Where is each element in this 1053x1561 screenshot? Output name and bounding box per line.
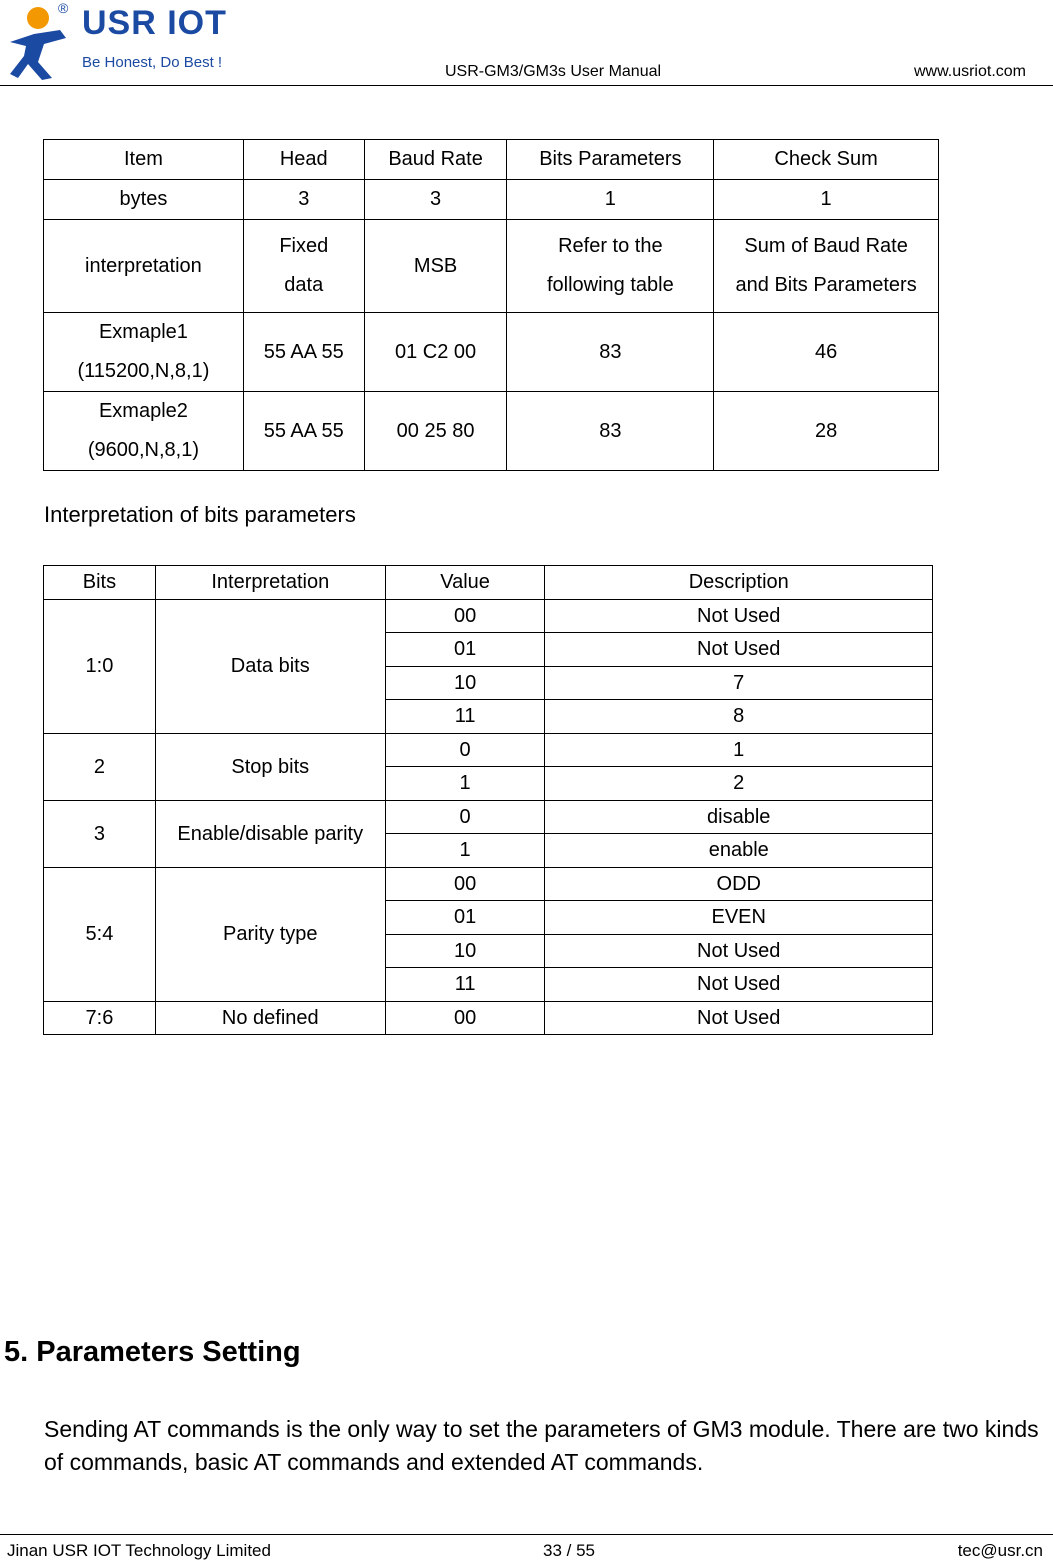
header-divider — [0, 85, 1053, 86]
cell-line: Refer to the — [558, 235, 663, 257]
table-cell: 00 25 80 — [364, 392, 507, 471]
bits-cell: 7:6 — [44, 1001, 156, 1035]
description-cell: Not Used — [545, 934, 933, 968]
header-cell: Baud Rate — [364, 140, 507, 180]
value-cell: 0 — [385, 733, 545, 767]
table-header-row — [44, 140, 939, 180]
table-cell: 3 — [364, 180, 507, 220]
page-number: 33 / 55 — [543, 1541, 595, 1560]
table-cell — [44, 313, 244, 392]
interp-cell: Enable/disable parity — [155, 800, 385, 867]
cell-line: and Bits Parameters — [735, 274, 917, 296]
header-cell: Bits — [44, 566, 156, 600]
header-cell: Interpretation — [155, 566, 385, 600]
value-cell: 10 — [385, 666, 545, 700]
description-cell: 2 — [545, 767, 933, 801]
bits-cell: 2 — [44, 733, 156, 800]
value-cell: 10 — [385, 934, 545, 968]
section-heading: 5. Parameters Setting — [4, 1336, 301, 1368]
table-cell: 01 C2 00 — [364, 313, 507, 392]
description-cell: disable — [545, 800, 933, 834]
table-cell — [507, 220, 714, 313]
table-header-row — [44, 566, 933, 600]
table-cell — [243, 220, 364, 313]
bits-cell: 1:0 — [44, 599, 156, 733]
description-cell: enable — [545, 834, 933, 868]
value-cell: 00 — [385, 867, 545, 901]
logo-wordmark: USR IOT — [82, 4, 227, 42]
table-cell: 55 AA 55 — [243, 392, 364, 471]
description-cell: ODD — [545, 867, 933, 901]
table-row — [44, 867, 933, 901]
table-cell: bytes — [44, 180, 244, 220]
cell-line: data — [284, 274, 324, 296]
header-cell: Value — [385, 566, 545, 600]
interp-cell: Parity type — [155, 867, 385, 1001]
frame-format-table — [43, 139, 939, 471]
cell-line: Sum of Baud Rate — [744, 235, 908, 257]
table-cell: 1 — [714, 180, 939, 220]
table-cell — [714, 220, 939, 313]
value-cell: 01 — [385, 633, 545, 667]
website-link[interactable]: www.usriot.com — [913, 63, 1026, 80]
cell-line: Fixed — [279, 235, 329, 257]
footer-divider — [0, 1534, 1053, 1535]
table-cell: 83 — [507, 313, 714, 392]
description-cell: Not Used — [545, 1001, 933, 1035]
cell-line: Exmaple2 — [98, 400, 188, 422]
table-row — [44, 1001, 933, 1035]
document-title: USR-GM3/GM3s User Manual — [445, 63, 662, 80]
table-row — [44, 733, 933, 767]
value-cell: 01 — [385, 901, 545, 935]
value-cell: 11 — [385, 700, 545, 734]
table-cell: 83 — [507, 392, 714, 471]
footer-company: Jinan USR IOT Technology Limited — [7, 1541, 271, 1560]
description-cell: Not Used — [545, 968, 933, 1002]
value-cell: 00 — [385, 1001, 545, 1035]
interp-cell: Stop bits — [155, 733, 385, 800]
table-row — [44, 392, 939, 471]
table-cell: MSB — [364, 220, 507, 313]
header-cell: Item — [44, 140, 244, 180]
value-cell: 00 — [385, 599, 545, 633]
cell-line: (115200,N,8,1) — [77, 360, 210, 382]
footer-email[interactable]: tec@usr.cn — [957, 1541, 1043, 1560]
value-cell: 11 — [385, 968, 545, 1002]
table-row — [44, 313, 939, 392]
table-row — [44, 180, 939, 220]
interp-cell: Data bits — [155, 599, 385, 733]
value-cell: 0 — [385, 800, 545, 834]
cell-line: Exmaple1 — [98, 321, 188, 343]
header-cell: Bits Parameters — [507, 140, 714, 180]
description-cell: 7 — [545, 666, 933, 700]
table-cell: 55 AA 55 — [243, 313, 364, 392]
header-cell: Check Sum — [714, 140, 939, 180]
section-paragraph: Sending AT commands is the only way to set the parameters of GM3 module. There are two kinds of commands, basic AT commands and extended AT commands. — [44, 1416, 1039, 1475]
description-cell: Not Used — [545, 599, 933, 633]
table-cell: 46 — [714, 313, 939, 392]
header-cell: Head — [243, 140, 364, 180]
table-cell: 1 — [507, 180, 714, 220]
description-cell: 8 — [545, 700, 933, 734]
table-row — [44, 800, 933, 834]
registered-mark: ® — [58, 0, 69, 16]
table-row — [44, 599, 933, 633]
bits-parameters-table — [43, 565, 933, 1035]
cell-line: following table — [546, 274, 674, 296]
value-cell: 1 — [385, 767, 545, 801]
header-cell: Description — [545, 566, 933, 600]
description-cell: EVEN — [545, 901, 933, 935]
logo-slogan: Be Honest, Do Best ! — [82, 54, 223, 71]
bits-cell: 5:4 — [44, 867, 156, 1001]
table-cell: 28 — [714, 392, 939, 471]
description-cell: Not Used — [545, 633, 933, 667]
value-cell: 1 — [385, 834, 545, 868]
interp-cell: No defined — [155, 1001, 385, 1035]
bits-table-caption: Interpretation of bits parameters — [44, 502, 356, 527]
cell-line: (9600,N,8,1) — [87, 439, 199, 461]
table-cell: interpretation — [44, 220, 244, 313]
table-cell: 3 — [243, 180, 364, 220]
description-cell: 1 — [545, 733, 933, 767]
table-row — [44, 220, 939, 313]
table-cell — [44, 392, 244, 471]
bits-cell: 3 — [44, 800, 156, 867]
